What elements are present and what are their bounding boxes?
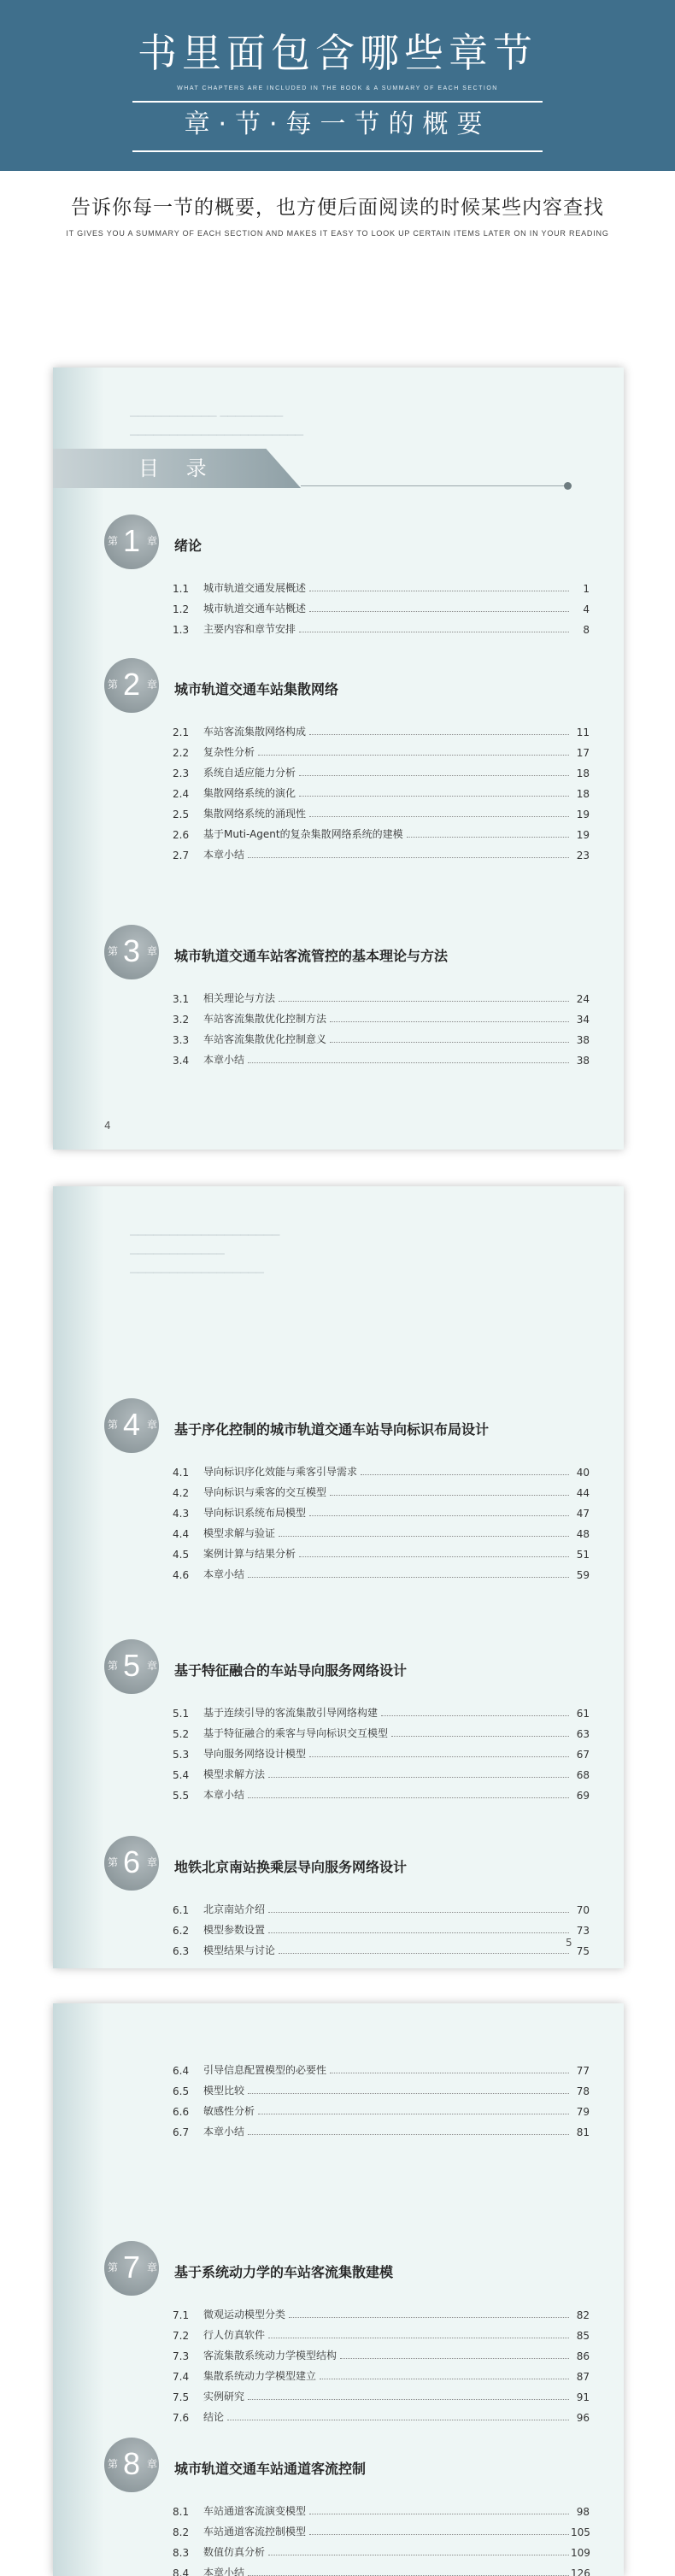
- chapter-suffix: 章: [147, 2458, 158, 2470]
- hero-divider-top: [132, 101, 543, 103]
- section-number: 3.2: [173, 1014, 190, 1026]
- dot-leader: [248, 2093, 569, 2094]
- toc-entry[interactable]: [173, 1499, 590, 1520]
- section-number: 7.3: [173, 2350, 190, 2362]
- dot-leader: [248, 857, 569, 858]
- section-title: 微观运动模型分类: [203, 2308, 286, 2320]
- section-title: 集散网络系统的涌现性: [203, 808, 307, 820]
- toc-entry[interactable]: [173, 2077, 590, 2097]
- chapter-suffix: 章: [147, 535, 158, 547]
- dot-leader: [299, 796, 569, 797]
- toc-header: [53, 449, 572, 488]
- toc-entry[interactable]: [173, 2383, 590, 2403]
- chapter-badge: [104, 2438, 159, 2492]
- chapter-entries: [173, 1896, 590, 1957]
- section-page: 48: [576, 1528, 590, 1540]
- hero-divider-bottom: [132, 150, 543, 152]
- section-number: 7.1: [173, 2309, 190, 2321]
- section-page: 69: [576, 1790, 590, 1802]
- section-page: 105: [571, 2526, 590, 2538]
- toc-entry[interactable]: [173, 2118, 590, 2138]
- dot-leader: [248, 1577, 569, 1578]
- section-number: 2.1: [173, 726, 190, 738]
- section-page: 61: [576, 1708, 590, 1720]
- section-number: 6.3: [173, 1945, 190, 1957]
- toc-entry[interactable]: [173, 595, 590, 615]
- section-title: 基于连续引导的客流集散引导网络构建: [203, 1707, 379, 1719]
- section-title: 本章小结: [203, 2567, 245, 2576]
- section-title: 实例研究: [203, 2391, 245, 2403]
- toc-entry[interactable]: [173, 1740, 590, 1761]
- chapter-prefix: 第: [108, 535, 119, 547]
- tagline: 告诉你每一节的概要，也方便后面阅读的时候某些内容查找: [71, 197, 604, 219]
- section-title: 模型比较: [203, 2085, 245, 2097]
- chapter-suffix: 章: [147, 1660, 158, 1672]
- chapter-number: 7: [123, 2250, 141, 2285]
- continued-entries: [173, 2056, 590, 2138]
- dot-leader: [258, 755, 569, 756]
- section-number: 5.1: [173, 1708, 190, 1720]
- section-page: 85: [576, 2330, 590, 2342]
- section-page: 98: [576, 2506, 590, 2518]
- dot-leader: [361, 1474, 569, 1475]
- toc-entry[interactable]: [173, 985, 590, 1005]
- chapter-suffix: 章: [147, 945, 158, 957]
- dot-leader: [279, 1536, 569, 1537]
- chapter-entries: [173, 1699, 590, 1802]
- section-page: 78: [576, 2085, 590, 2097]
- dot-leader: [391, 1736, 569, 1737]
- toc-entry[interactable]: [173, 2301, 590, 2321]
- chapter-title[interactable]: 基于特征融合的车站导向服务网络设计: [174, 1662, 408, 1679]
- section-page: 91: [576, 2391, 590, 2403]
- dot-leader: [248, 1062, 569, 1063]
- chapter-number: 6: [123, 1844, 141, 1879]
- section-title: 结论: [203, 2411, 225, 2423]
- toc-entry[interactable]: [173, 2538, 590, 2559]
- section-title: 本章小结: [203, 1054, 245, 1066]
- toc-entry[interactable]: [173, 759, 590, 779]
- chapter-entries: [173, 574, 590, 636]
- toc-entry[interactable]: [173, 1937, 590, 1957]
- dot-leader: [330, 1021, 569, 1022]
- page-number: 4: [104, 1120, 111, 1132]
- toc-entry[interactable]: [173, 1046, 590, 1067]
- section-number: 6.4: [173, 2065, 190, 2077]
- chapter-entries: [173, 718, 590, 862]
- chapter-title[interactable]: 绪论: [174, 538, 202, 554]
- section-page: 4: [583, 603, 590, 615]
- section-page: 86: [576, 2350, 590, 2362]
- toc-entry[interactable]: [173, 2342, 590, 2362]
- section-number: 7.2: [173, 2330, 190, 2342]
- section-title: 本章小结: [203, 849, 245, 861]
- toc-entry[interactable]: [173, 738, 590, 759]
- section-number: 7.4: [173, 2371, 190, 2383]
- toc-entry[interactable]: [173, 2362, 590, 2383]
- section-number: 7.5: [173, 2391, 190, 2403]
- section-number: 8.2: [173, 2526, 190, 2538]
- section-page: 11: [576, 726, 590, 738]
- toc-entry[interactable]: [173, 1720, 590, 1740]
- toc-entry[interactable]: [173, 1781, 590, 1802]
- chapter-suffix: 章: [147, 1856, 158, 1868]
- toc-entry[interactable]: [173, 1520, 590, 1540]
- section-title: 本章小结: [203, 1789, 245, 1801]
- section-page: 70: [576, 1904, 590, 1916]
- section-title: 基于Muti-Agent的复杂集散网络系统的建模: [203, 828, 403, 840]
- section-page: 67: [576, 1749, 590, 1761]
- section-title: 导向标识与乘客的交互模型: [203, 1486, 327, 1498]
- chapter-badge: [104, 1639, 159, 1694]
- section-title: 行人仿真软件: [203, 2329, 266, 2341]
- chapter-suffix: 章: [147, 2261, 158, 2273]
- chapter-prefix: 第: [108, 1419, 119, 1431]
- page-number: 5: [566, 1937, 572, 1949]
- toc-entry[interactable]: [173, 2321, 590, 2342]
- dot-leader: [299, 775, 569, 776]
- toc-entry[interactable]: [173, 2097, 590, 2118]
- toc-page-1: [53, 368, 624, 1150]
- section-page: 8: [583, 624, 590, 636]
- section-page: 63: [576, 1728, 590, 1740]
- toc-entry[interactable]: [173, 779, 590, 800]
- hero-label: 章·节·每一节的概要: [184, 109, 491, 139]
- chapter-entries: [173, 985, 590, 1067]
- section-title: 基于特征融合的乘客与导向标识交互模型: [203, 1727, 389, 1739]
- section-number: 3.3: [173, 1034, 190, 1046]
- section-page: 109: [571, 2547, 590, 2559]
- section-page: 126: [571, 2567, 590, 2576]
- section-number: 2.3: [173, 768, 190, 779]
- toc-rule-dot: [564, 482, 572, 490]
- dot-leader: [279, 1953, 569, 1954]
- chapter-number: 3: [123, 933, 141, 968]
- section-title: 数值仿真分析: [203, 2546, 266, 2558]
- toc-entry[interactable]: [173, 1005, 590, 1026]
- toc-entry[interactable]: [173, 1761, 590, 1781]
- chapter-prefix: 第: [108, 679, 119, 691]
- section-title: 敏感性分析: [203, 2105, 255, 2117]
- section-page: 68: [576, 1769, 590, 1781]
- section-page: 73: [576, 1925, 590, 1937]
- section-title: 复杂性分析: [203, 746, 255, 758]
- section-page: 96: [576, 2412, 590, 2424]
- section-number: 8.4: [173, 2567, 190, 2576]
- section-page: 79: [576, 2106, 590, 2118]
- section-number: 6.7: [173, 2126, 190, 2138]
- dot-leader: [309, 611, 569, 612]
- section-title: 北京南站介绍: [203, 1903, 266, 1915]
- section-number: 4.6: [173, 1569, 190, 1581]
- toc-entry[interactable]: [173, 1916, 590, 1937]
- section-title: 车站通道客流演变模型: [203, 2505, 307, 2517]
- chapter-badge: [104, 658, 159, 713]
- dot-leader: [309, 734, 569, 735]
- section-page: 1: [583, 583, 590, 595]
- section-page: 38: [576, 1034, 590, 1046]
- hero-subtitle-en: WHAT CHAPTERS ARE INCLUDED IN THE BOOK & A SUMMARY OF EACH SECTION: [177, 85, 498, 91]
- dot-leader: [299, 1556, 569, 1557]
- chapter-title[interactable]: 基于系统动力学的车站客流集散建模: [174, 2264, 394, 2280]
- toc-entry[interactable]: [173, 820, 590, 841]
- dot-leader: [289, 2317, 569, 2318]
- chapter-badge: [104, 925, 159, 979]
- chapter-number: 8: [123, 2446, 141, 2481]
- chapter-number: 2: [123, 667, 141, 702]
- chapter-title[interactable]: 城市轨道交通车站客流管控的基本理论与方法: [174, 948, 449, 964]
- section-page: 18: [576, 768, 590, 779]
- section-number: 3.4: [173, 1055, 190, 1067]
- chapter-number: 1: [123, 523, 141, 558]
- dot-leader: [330, 1495, 569, 1496]
- bleed-through-text: ▁▁▁▁▁▁▁▁▁▁▁▁▁▁▁▁▁▁▁ ▁▁▁▁▁▁▁▁▁▁▁▁ ▁▁▁▁▁▁▁▁▁▁▁▁▁▁▁▁▁: [130, 1224, 280, 1273]
- section-title: 本章小结: [203, 2126, 245, 2138]
- section-number: 2.7: [173, 850, 190, 862]
- section-title: 导向标识系统布局模型: [203, 1507, 307, 1519]
- section-number: 6.1: [173, 1904, 190, 1916]
- section-title: 导向标识序化效能与乘客引导需求: [203, 1466, 358, 1478]
- section-number: 2.4: [173, 788, 190, 800]
- section-number: 1.3: [173, 624, 190, 636]
- toc-entry[interactable]: [173, 2056, 590, 2077]
- toc-entry[interactable]: [173, 1479, 590, 1499]
- section-number: 2.2: [173, 747, 190, 759]
- chapter-title[interactable]: 城市轨道交通车站通道客流控制: [174, 2461, 367, 2477]
- toc-page-2: [53, 1186, 624, 1968]
- section-page: 38: [576, 1055, 590, 1067]
- section-page: 75: [576, 1945, 590, 1957]
- section-number: 4.3: [173, 1508, 190, 1520]
- section-number: 8.1: [173, 2506, 190, 2518]
- section-number: 6.6: [173, 2106, 190, 2118]
- chapter-suffix: 章: [147, 1419, 158, 1431]
- dot-leader: [248, 2134, 569, 2135]
- section-number: 8.3: [173, 2547, 190, 2559]
- toc-entry[interactable]: [173, 2518, 590, 2538]
- section-number: 4.2: [173, 1487, 190, 1499]
- chapter-title[interactable]: 城市轨道交通车站集散网络: [174, 681, 339, 697]
- toc-entry[interactable]: [173, 800, 590, 820]
- section-title: 引导信息配置模型的必要性: [203, 2064, 327, 2076]
- section-number: 4.1: [173, 1467, 190, 1479]
- section-number: 2.6: [173, 829, 190, 841]
- toc-entry[interactable]: [173, 2403, 590, 2424]
- dot-leader: [248, 1797, 569, 1798]
- toc-entry[interactable]: [173, 1561, 590, 1581]
- section-title: 客流集散系统动力学模型结构: [203, 2350, 338, 2361]
- toc-entry[interactable]: [173, 2497, 590, 2518]
- section-title: 车站客流集散优化控制方法: [203, 1013, 327, 1025]
- section-title: 导向服务网络设计模型: [203, 1748, 307, 1760]
- toc-title: 目 录: [138, 456, 217, 480]
- chapter-prefix: 第: [108, 1660, 119, 1672]
- toc-entry[interactable]: [173, 841, 590, 862]
- dot-leader: [340, 2358, 569, 2359]
- chapter-badge: [104, 2241, 159, 2296]
- section-title: 相关理论与方法: [203, 992, 276, 1004]
- dot-leader: [309, 2534, 569, 2535]
- section-page: 59: [576, 1569, 590, 1581]
- dot-leader: [381, 1715, 569, 1716]
- dot-leader: [309, 1756, 569, 1757]
- toc-entry[interactable]: [173, 1458, 590, 1479]
- section-page: 24: [576, 993, 590, 1005]
- section-title: 主要内容和章节安排: [203, 623, 296, 635]
- section-title: 集散网络系统的演化: [203, 787, 296, 799]
- section-number: 3.1: [173, 993, 190, 1005]
- section-number: 5.5: [173, 1790, 190, 1802]
- chapter-badge: [104, 1398, 159, 1453]
- section-page: 77: [576, 2065, 590, 2077]
- section-number: 7.6: [173, 2412, 190, 2424]
- section-page: 19: [576, 809, 590, 820]
- section-page: 23: [576, 850, 590, 862]
- toc-entry[interactable]: [173, 1896, 590, 1916]
- section-page: 34: [576, 1014, 590, 1026]
- section-page: 87: [576, 2371, 590, 2383]
- dot-leader: [268, 1777, 569, 1778]
- dot-leader: [407, 837, 569, 838]
- dot-leader: [309, 1515, 569, 1516]
- chapter-prefix: 第: [108, 2261, 119, 2273]
- toc-entry[interactable]: [173, 1026, 590, 1046]
- chapter-badge: [104, 515, 159, 569]
- chapter-number: 4: [123, 1407, 141, 1442]
- dot-leader: [279, 1001, 569, 1002]
- section-number: 2.5: [173, 809, 190, 820]
- dot-leader: [268, 1912, 569, 1913]
- section-number: 1.1: [173, 583, 190, 595]
- hero-title: 书里面包含哪些章节: [138, 30, 537, 76]
- chapter-title[interactable]: 基于序化控制的城市轨道交通车站导向标识布局设计: [174, 1421, 490, 1438]
- dot-leader: [330, 1042, 569, 1043]
- tagline-en: IT GIVES YOU A SUMMARY OF EACH SECTION AND MAKES IT EASY TO LOOK UP CERTAIN ITEMS LATER ON IN YOUR READING: [66, 229, 609, 238]
- dot-leader: [309, 816, 569, 817]
- toc-entry[interactable]: [173, 1540, 590, 1561]
- section-title: 城市轨道交通车站概述: [203, 603, 307, 615]
- section-number: 5.3: [173, 1749, 190, 1761]
- section-title: 本章小结: [203, 1568, 245, 1580]
- chapter-entries: [173, 2497, 590, 2576]
- section-page: 82: [576, 2309, 590, 2321]
- chapter-number: 5: [123, 1648, 141, 1683]
- section-page: 44: [576, 1487, 590, 1499]
- hero-banner: [0, 0, 675, 171]
- section-page: 81: [576, 2126, 590, 2138]
- section-title: 模型求解方法: [203, 1768, 266, 1780]
- section-title: 车站客流集散网络构成: [203, 726, 307, 738]
- section-page: 17: [576, 747, 590, 759]
- section-number: 5.4: [173, 1769, 190, 1781]
- dot-leader: [268, 1932, 569, 1933]
- section-title: 系统自适应能力分析: [203, 767, 296, 779]
- section-page: 51: [576, 1549, 590, 1561]
- section-title: 模型结果与讨论: [203, 1944, 276, 1956]
- chapter-prefix: 第: [108, 1856, 119, 1868]
- section-title: 模型求解与验证: [203, 1527, 276, 1539]
- section-number: 6.2: [173, 1925, 190, 1937]
- section-number: 4.4: [173, 1528, 190, 1540]
- toc-rule: [301, 485, 566, 486]
- section-page: 19: [576, 829, 590, 841]
- section-title: 模型参数设置: [203, 1924, 266, 1936]
- bleed-through-text: ▁▁▁▁▁▁▁▁▁▁▁ ▁▁▁▁▁▁▁▁ ▁▁▁▁▁▁▁▁▁▁▁▁▁▁▁▁▁▁▁▁▁▁: [130, 405, 304, 436]
- chapter-badge: [104, 1836, 159, 1891]
- section-number: 1.2: [173, 603, 190, 615]
- section-number: 6.5: [173, 2085, 190, 2097]
- chapter-prefix: 第: [108, 2458, 119, 2470]
- section-number: 5.2: [173, 1728, 190, 1740]
- section-page: 18: [576, 788, 590, 800]
- toc-entry[interactable]: [173, 615, 590, 636]
- toc-entry[interactable]: [173, 718, 590, 738]
- section-title: 城市轨道交通发展概述: [203, 582, 307, 594]
- toc-entry[interactable]: [173, 2559, 590, 2576]
- chapter-suffix: 章: [147, 679, 158, 691]
- toc-page-3: [53, 2003, 624, 2576]
- toc-entry[interactable]: [173, 574, 590, 595]
- section-page: 47: [576, 1508, 590, 1520]
- section-page: 40: [576, 1467, 590, 1479]
- chapter-title[interactable]: 地铁北京南站换乘层导向服务网络设计: [174, 1859, 408, 1875]
- chapter-entries: [173, 1458, 590, 1581]
- section-title: 车站客流集散优化控制意义: [203, 1033, 327, 1045]
- section-number: 4.5: [173, 1549, 190, 1561]
- toc-entry[interactable]: [173, 1699, 590, 1720]
- chapter-prefix: 第: [108, 945, 119, 957]
- dot-leader: [248, 2399, 569, 2400]
- chapter-entries: [173, 2301, 590, 2424]
- section-title: 车站通道客流控制模型: [203, 2526, 307, 2538]
- section-title: 集散系统动力学模型建立: [203, 2370, 317, 2382]
- section-title: 案例计算与结果分析: [203, 1548, 296, 1560]
